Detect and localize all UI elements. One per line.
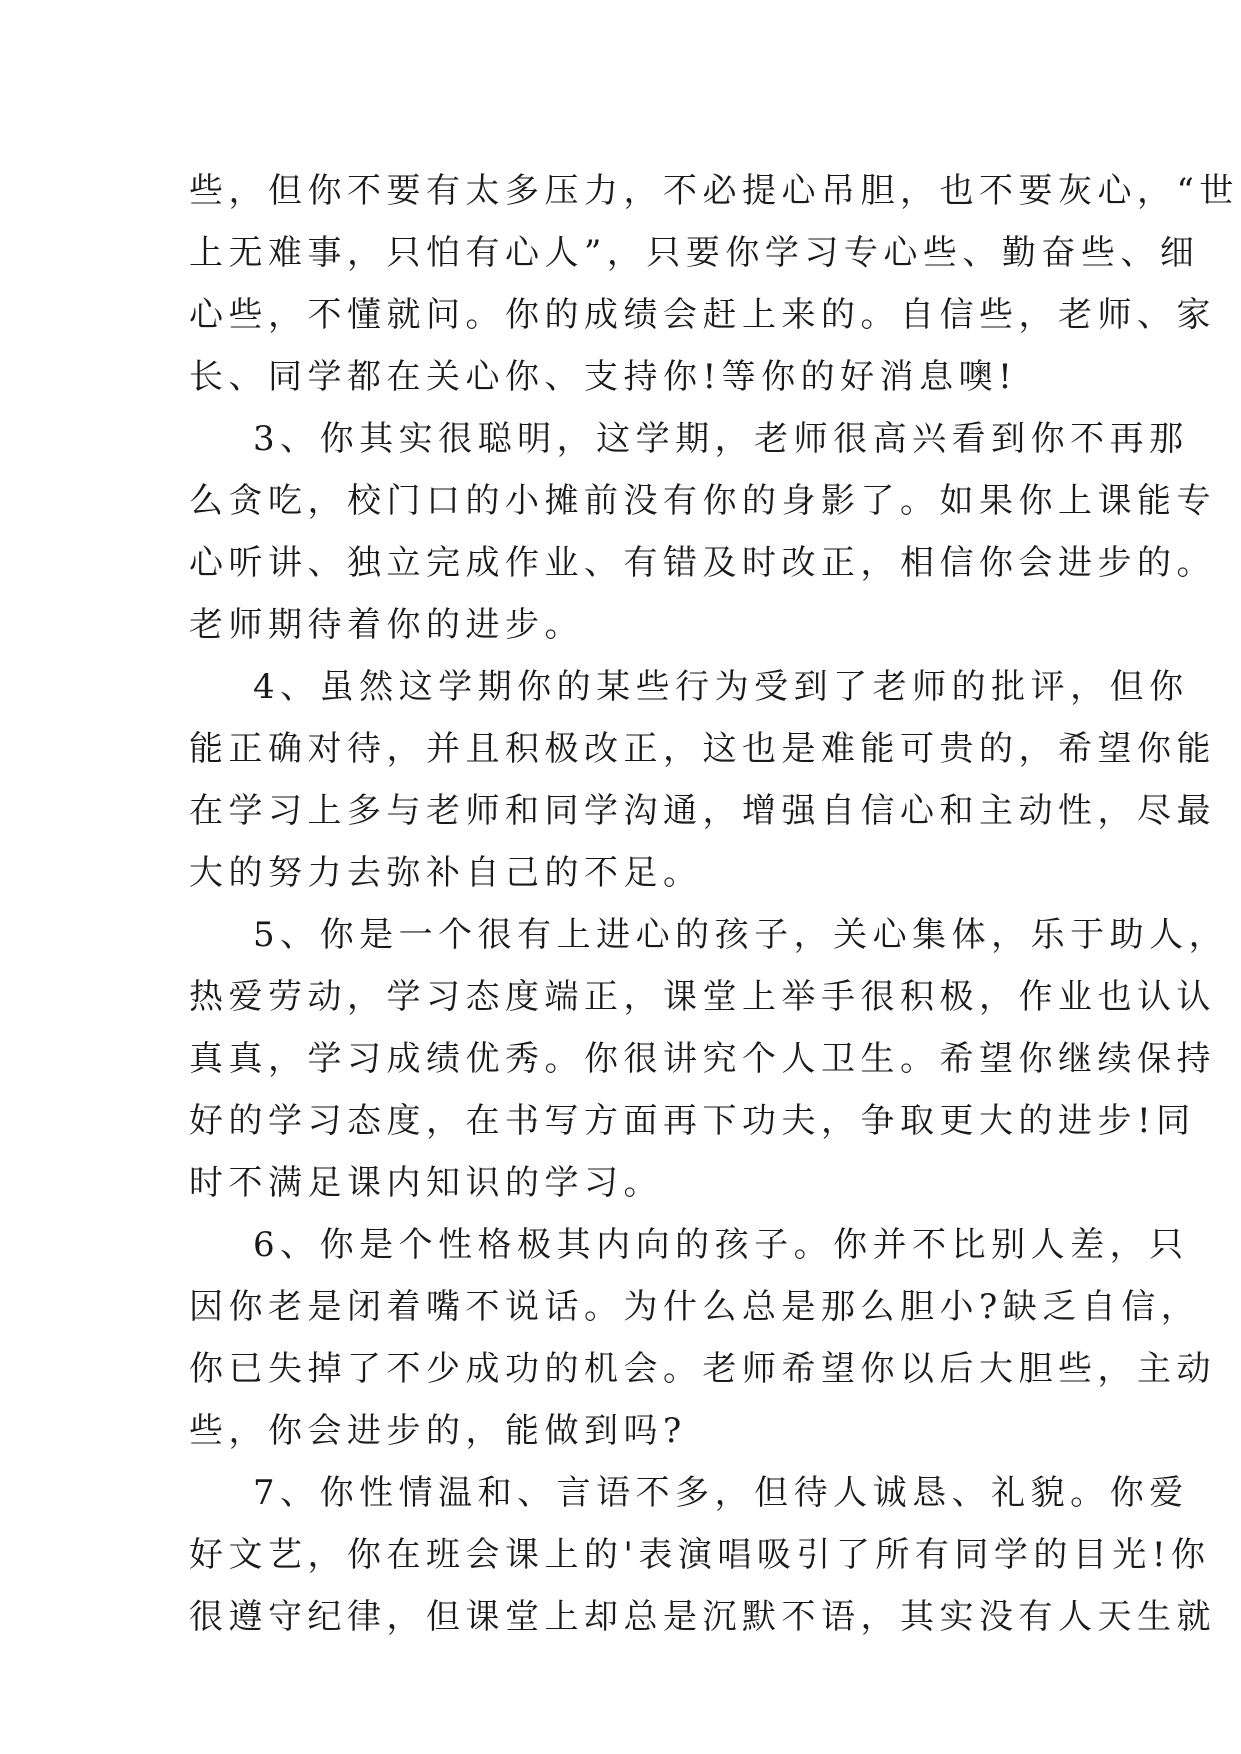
text-line: 好的学习态度，在书写方面再下功夫，争取更大的进步!同: [189, 1101, 1196, 1141]
text-line: 在学习上多与老师和同学沟通，增强自信心和主动性，尽最: [189, 791, 1216, 831]
paragraph-5-first-line: 5、你是一个很有上进心的孩子，关心集体，乐于助人，: [253, 915, 1229, 955]
text-line: 好文艺，你在班会课上的'表演唱吸引了所有同学的目光!你: [189, 1535, 1211, 1575]
text-line: 么贪吃，校门口的小摊前没有你的身影了。如果你上课能专: [189, 481, 1216, 521]
text-line: 时不满足课内知识的学习。: [189, 1163, 663, 1203]
text-line: 些，你会进步的，能做到吗?: [189, 1411, 687, 1451]
text-line: 心些，不懂就问。你的成绩会赶上来的。自信些，老师、家: [189, 295, 1216, 335]
text-line: 些，但你不要有太多压力，不必提心吊胆，也不要灰心，“世: [189, 171, 1239, 211]
paragraph-7-first-line: 7、你性情温和、言语不多，但待人诚恳、礼貌。你爱: [253, 1473, 1189, 1513]
text-line: 很遵守纪律，但课堂上却总是沉默不语，其实没有人天生就: [189, 1597, 1216, 1637]
paragraph-6-first-line: 6、你是个性格极其内向的孩子。你并不比别人差，只: [253, 1225, 1189, 1265]
text-line: 能正确对待，并且积极改正，这也是难能可贵的，希望你能: [189, 729, 1216, 769]
text-line: 大的努力去弥补自己的不足。: [189, 853, 703, 893]
paragraph-4-first-line: 4、虽然这学期你的某些行为受到了老师的批评，但你: [253, 667, 1189, 707]
paragraph-3-first-line: 3、你其实很聪明，这学期，老师很高兴看到你不再那: [253, 419, 1189, 459]
text-line: 真真，学习成绩优秀。你很讲究个人卫生。希望你继续保持: [189, 1039, 1216, 1079]
text-line: 心听讲、独立完成作业、有错及时改正，相信你会进步的。: [189, 543, 1216, 583]
text-line: 长、同学都在关心你、支持你!等你的好消息噢!: [189, 357, 1018, 397]
text-line: 因你老是闭着嘴不说话。为什么总是那么胆小?缺乏自信，: [189, 1287, 1201, 1327]
text-line: 你已失掉了不少成功的机会。老师希望你以后大胆些，主动: [189, 1349, 1216, 1389]
text-line: 热爱劳动，学习态度端正，课堂上举手很积极，作业也认认: [189, 977, 1216, 1017]
text-line: 上无难事，只怕有心人”，只要你学习专心些、勤奋些、细: [189, 233, 1200, 273]
text-line: 老师期待着你的进步。: [189, 605, 584, 645]
body-text: [189, 160, 1239, 1648]
